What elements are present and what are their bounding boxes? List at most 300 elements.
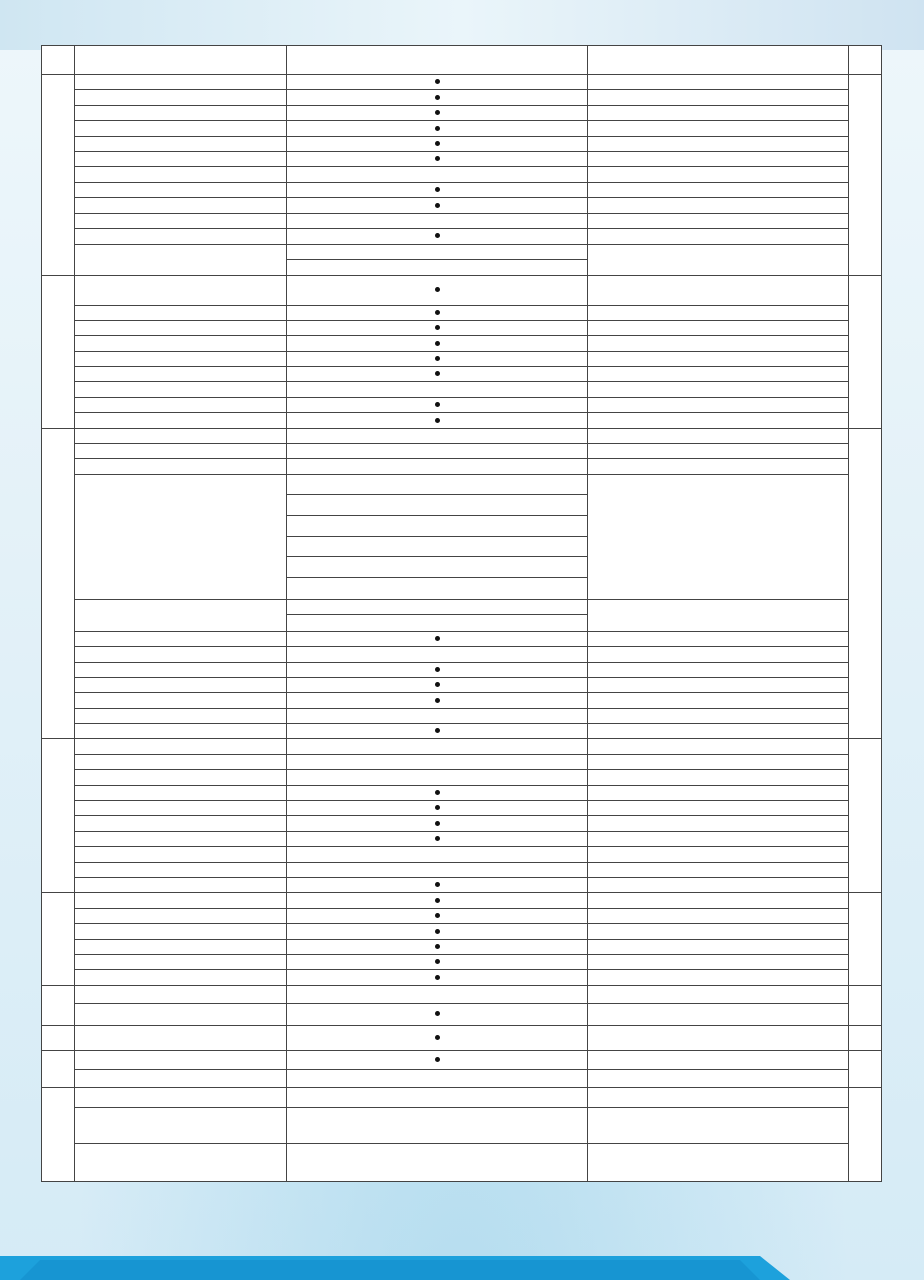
spec-name-fa bbox=[588, 1087, 849, 1107]
value-multiline-cell bbox=[287, 599, 588, 631]
table-row bbox=[42, 198, 882, 213]
spec-name-en bbox=[75, 908, 287, 923]
spec-name-fa bbox=[588, 908, 849, 923]
value-cell bbox=[287, 877, 588, 892]
spec-name-fa bbox=[588, 213, 849, 228]
spec-name-fa bbox=[588, 90, 849, 105]
value-line bbox=[287, 615, 587, 631]
value-line bbox=[287, 578, 587, 599]
spec-name-en bbox=[75, 367, 287, 382]
value-line bbox=[287, 475, 587, 496]
spec-name-en bbox=[75, 1107, 287, 1143]
value-cell bbox=[287, 739, 588, 754]
value-description-cell bbox=[287, 1087, 588, 1107]
header-version-en bbox=[75, 46, 287, 75]
spec-name-fa bbox=[588, 893, 849, 908]
value-cell bbox=[287, 444, 588, 459]
spec-name-fa bbox=[588, 182, 849, 197]
spec-name-en bbox=[75, 397, 287, 412]
table-row bbox=[42, 1087, 882, 1107]
spec-name-fa bbox=[588, 1069, 849, 1087]
bullet-dot-icon bbox=[435, 156, 440, 161]
category-en-cell bbox=[42, 275, 75, 428]
spec-name-en bbox=[75, 151, 287, 166]
spec-name-fa bbox=[588, 474, 849, 599]
table-row bbox=[42, 1107, 882, 1143]
table-row bbox=[42, 1069, 882, 1087]
spec-name-en bbox=[75, 1025, 287, 1050]
value-description-cell bbox=[287, 1143, 588, 1181]
value-cell bbox=[287, 351, 588, 366]
table-row bbox=[42, 121, 882, 136]
table-row bbox=[42, 954, 882, 969]
table-row bbox=[42, 724, 882, 739]
value-cell bbox=[287, 75, 588, 90]
table-row bbox=[42, 970, 882, 985]
bullet-dot-icon bbox=[435, 110, 440, 115]
table-row bbox=[42, 182, 882, 197]
value-cell bbox=[287, 182, 588, 197]
value-cell bbox=[287, 939, 588, 954]
spec-name-en bbox=[75, 444, 287, 459]
category-fa-cell bbox=[849, 428, 882, 739]
spec-name-fa bbox=[588, 662, 849, 677]
table-row bbox=[42, 1050, 882, 1069]
value-cell bbox=[287, 816, 588, 831]
bullet-dot-icon bbox=[435, 1035, 440, 1040]
table-row bbox=[42, 893, 882, 908]
value-cell bbox=[287, 90, 588, 105]
bullet-dot-icon bbox=[435, 325, 440, 330]
table-row bbox=[42, 275, 882, 305]
value-cell bbox=[287, 136, 588, 151]
value-line bbox=[287, 600, 587, 616]
table-row bbox=[42, 244, 882, 275]
value-cell bbox=[287, 105, 588, 120]
spec-name-en bbox=[75, 121, 287, 136]
category-en-cell bbox=[42, 985, 75, 1025]
value-stack bbox=[287, 600, 587, 631]
table-row bbox=[42, 397, 882, 412]
spec-name-en bbox=[75, 893, 287, 908]
spec-name-en bbox=[75, 662, 287, 677]
table-row bbox=[42, 924, 882, 939]
spec-name-en bbox=[75, 847, 287, 862]
spec-name-en bbox=[75, 413, 287, 428]
value-line bbox=[287, 557, 587, 578]
spec-name-fa bbox=[588, 985, 849, 1003]
value-cell bbox=[287, 801, 588, 816]
table-row bbox=[42, 151, 882, 166]
spec-name-en bbox=[75, 693, 287, 708]
bullet-dot-icon bbox=[435, 682, 440, 687]
value-line bbox=[287, 537, 587, 558]
table-row bbox=[42, 382, 882, 397]
bullet-dot-icon bbox=[435, 141, 440, 146]
spec-name-en bbox=[75, 105, 287, 120]
spec-name-fa bbox=[588, 1003, 849, 1025]
spec-name-fa bbox=[588, 862, 849, 877]
value-cell bbox=[287, 647, 588, 662]
value-cell bbox=[287, 954, 588, 969]
bullet-dot-icon bbox=[435, 371, 440, 376]
table-row bbox=[42, 677, 882, 692]
bullet-dot-icon bbox=[435, 728, 440, 733]
table-row bbox=[42, 801, 882, 816]
value-cell bbox=[287, 305, 588, 320]
spec-name-en bbox=[75, 831, 287, 846]
value-cell bbox=[287, 1025, 588, 1050]
category-fa-cell bbox=[849, 1025, 882, 1050]
value-cell bbox=[287, 413, 588, 428]
spec-name-en bbox=[75, 631, 287, 646]
category-fa-cell bbox=[849, 275, 882, 428]
spec-name-en bbox=[75, 708, 287, 723]
category-fa-cell bbox=[849, 75, 882, 276]
spec-name-en bbox=[75, 877, 287, 892]
spec-name-fa bbox=[588, 954, 849, 969]
bullet-dot-icon bbox=[435, 882, 440, 887]
spec-name-fa bbox=[588, 785, 849, 800]
spec-name-fa bbox=[588, 320, 849, 335]
table-row bbox=[42, 213, 882, 228]
bullet-dot-icon bbox=[435, 402, 440, 407]
spec-name-en bbox=[75, 677, 287, 692]
bullet-dot-icon bbox=[435, 667, 440, 672]
value-description-cell bbox=[287, 1107, 588, 1143]
value-stack bbox=[287, 475, 587, 599]
spec-name-en bbox=[75, 459, 287, 474]
value-cell bbox=[287, 708, 588, 723]
spec-name-en bbox=[75, 970, 287, 985]
value-cell bbox=[287, 847, 588, 862]
spec-name-en bbox=[75, 724, 287, 739]
value-cell bbox=[287, 662, 588, 677]
spec-name-en bbox=[75, 351, 287, 366]
header-type-fa bbox=[849, 46, 882, 75]
table-row bbox=[42, 305, 882, 320]
spec-name-fa bbox=[588, 939, 849, 954]
spec-name-fa bbox=[588, 1143, 849, 1181]
spec-name-fa bbox=[588, 428, 849, 443]
value-cell bbox=[287, 908, 588, 923]
spec-name-fa bbox=[588, 305, 849, 320]
value-multiline-cell bbox=[287, 474, 588, 599]
spec-name-en bbox=[75, 305, 287, 320]
category-en-cell bbox=[42, 75, 75, 276]
bullet-dot-icon bbox=[435, 821, 440, 826]
table-row bbox=[42, 474, 882, 599]
category-en-cell bbox=[42, 428, 75, 739]
category-fa-cell bbox=[849, 985, 882, 1025]
spec-name-en bbox=[75, 954, 287, 969]
spec-name-fa bbox=[588, 459, 849, 474]
value-cell bbox=[287, 198, 588, 213]
bullet-dot-icon bbox=[435, 418, 440, 423]
value-cell bbox=[287, 428, 588, 443]
header-luxury bbox=[287, 46, 588, 75]
spec-name-en bbox=[75, 474, 287, 599]
spec-name-fa bbox=[588, 647, 849, 662]
bullet-dot-icon bbox=[435, 944, 440, 949]
table-row bbox=[42, 939, 882, 954]
category-fa-cell bbox=[849, 1050, 882, 1087]
spec-name-en bbox=[75, 785, 287, 800]
spec-name-en bbox=[75, 985, 287, 1003]
table-row bbox=[42, 599, 882, 631]
value-cell bbox=[287, 1003, 588, 1025]
table-row bbox=[42, 444, 882, 459]
value-cell bbox=[287, 228, 588, 244]
bullet-dot-icon bbox=[435, 913, 440, 918]
category-fa-cell bbox=[849, 1087, 882, 1181]
spec-name-fa bbox=[588, 816, 849, 831]
spec-name-fa bbox=[588, 1107, 849, 1143]
bullet-dot-icon bbox=[435, 287, 440, 292]
bullet-dot-icon bbox=[435, 79, 440, 84]
table-row bbox=[42, 862, 882, 877]
category-en-cell bbox=[42, 739, 75, 893]
spec-name-en bbox=[75, 770, 287, 785]
spec-name-fa bbox=[588, 677, 849, 692]
bullet-dot-icon bbox=[435, 790, 440, 795]
spec-name-fa bbox=[588, 724, 849, 739]
table-row bbox=[42, 320, 882, 335]
spec-name-fa bbox=[588, 413, 849, 428]
value-cell bbox=[287, 785, 588, 800]
spec-name-en bbox=[75, 336, 287, 351]
table-row bbox=[42, 693, 882, 708]
spec-name-en bbox=[75, 75, 287, 90]
spec-name-en bbox=[75, 167, 287, 182]
bullet-dot-icon bbox=[435, 310, 440, 315]
spec-name-fa bbox=[588, 228, 849, 244]
bullet-dot-icon bbox=[435, 1011, 440, 1016]
table-row bbox=[42, 351, 882, 366]
table-row bbox=[42, 770, 882, 785]
spec-name-fa bbox=[588, 708, 849, 723]
value-cell bbox=[287, 831, 588, 846]
category-en-cell bbox=[42, 1087, 75, 1181]
bottom-decorative-band bbox=[0, 1256, 924, 1280]
value-cell bbox=[287, 367, 588, 382]
value-cell bbox=[287, 862, 588, 877]
table-row bbox=[42, 105, 882, 120]
spec-table bbox=[41, 45, 882, 1182]
table-row bbox=[42, 367, 882, 382]
bullet-dot-icon bbox=[435, 836, 440, 841]
spec-name-en bbox=[75, 1003, 287, 1025]
bullet-dot-icon bbox=[435, 805, 440, 810]
value-cell bbox=[287, 167, 588, 182]
value-cell bbox=[287, 677, 588, 692]
spec-name-fa bbox=[588, 831, 849, 846]
spec-name-fa bbox=[588, 244, 849, 275]
header-row bbox=[42, 46, 882, 75]
value-line bbox=[287, 260, 587, 275]
spec-name-fa bbox=[588, 801, 849, 816]
value-cell bbox=[287, 970, 588, 985]
value-cell bbox=[287, 320, 588, 335]
value-cell bbox=[287, 631, 588, 646]
spec-name-en bbox=[75, 739, 287, 754]
spec-name-en bbox=[75, 275, 287, 305]
spec-name-fa bbox=[588, 693, 849, 708]
table-row bbox=[42, 1025, 882, 1050]
spec-name-en bbox=[75, 244, 287, 275]
table-row bbox=[42, 413, 882, 428]
spec-name-fa bbox=[588, 382, 849, 397]
spec-name-en bbox=[75, 939, 287, 954]
spec-name-fa bbox=[588, 351, 849, 366]
table-row bbox=[42, 75, 882, 90]
spec-name-fa bbox=[588, 877, 849, 892]
spec-name-fa bbox=[588, 275, 849, 305]
spec-name-fa bbox=[588, 198, 849, 213]
spec-name-fa bbox=[588, 136, 849, 151]
category-fa-cell bbox=[849, 893, 882, 985]
value-cell bbox=[287, 693, 588, 708]
bullet-dot-icon bbox=[435, 959, 440, 964]
spec-name-fa bbox=[588, 121, 849, 136]
spec-name-fa bbox=[588, 1050, 849, 1069]
header-type-en bbox=[42, 46, 75, 75]
bullet-dot-icon bbox=[435, 187, 440, 192]
bullet-dot-icon bbox=[435, 698, 440, 703]
table-row bbox=[42, 908, 882, 923]
spec-name-fa bbox=[588, 599, 849, 631]
category-fa-cell bbox=[849, 739, 882, 893]
table-row bbox=[42, 336, 882, 351]
bullet-dot-icon bbox=[435, 203, 440, 208]
table-row bbox=[42, 816, 882, 831]
spec-name-en bbox=[75, 924, 287, 939]
spec-name-en bbox=[75, 1143, 287, 1181]
spec-name-fa bbox=[588, 75, 849, 90]
bullet-dot-icon bbox=[435, 929, 440, 934]
bullet-dot-icon bbox=[435, 341, 440, 346]
value-cell bbox=[287, 151, 588, 166]
spec-name-en bbox=[75, 754, 287, 769]
value-cell bbox=[287, 893, 588, 908]
spec-name-en bbox=[75, 182, 287, 197]
spec-name-fa bbox=[588, 167, 849, 182]
value-cell bbox=[287, 724, 588, 739]
table-row bbox=[42, 708, 882, 723]
value-cell bbox=[287, 397, 588, 412]
spec-name-fa bbox=[588, 105, 849, 120]
table-row bbox=[42, 428, 882, 443]
value-cell bbox=[287, 459, 588, 474]
table-row bbox=[42, 831, 882, 846]
spec-name-en bbox=[75, 1050, 287, 1069]
bullet-dot-icon bbox=[435, 233, 440, 238]
bullet-dot-icon bbox=[435, 1057, 440, 1062]
spec-name-fa bbox=[588, 739, 849, 754]
bullet-dot-icon bbox=[435, 898, 440, 903]
spec-name-fa bbox=[588, 367, 849, 382]
value-cell bbox=[287, 336, 588, 351]
bullet-dot-icon bbox=[435, 636, 440, 641]
value-cell bbox=[287, 1069, 588, 1087]
bullet-dot-icon bbox=[435, 126, 440, 131]
spec-name-en bbox=[75, 1069, 287, 1087]
table-row bbox=[42, 785, 882, 800]
category-en-cell bbox=[42, 1050, 75, 1087]
spec-name-en bbox=[75, 198, 287, 213]
category-en-cell bbox=[42, 1025, 75, 1050]
header-blank bbox=[588, 46, 849, 75]
spec-name-fa bbox=[588, 754, 849, 769]
value-cell bbox=[287, 770, 588, 785]
table-row bbox=[42, 647, 882, 662]
spec-name-en bbox=[75, 816, 287, 831]
value-line bbox=[287, 516, 587, 537]
spec-name-en bbox=[75, 320, 287, 335]
category-en-cell bbox=[42, 893, 75, 985]
spec-name-en bbox=[75, 428, 287, 443]
spec-name-en bbox=[75, 801, 287, 816]
spec-name-fa bbox=[588, 631, 849, 646]
table-row bbox=[42, 847, 882, 862]
spec-name-fa bbox=[588, 397, 849, 412]
spec-name-en bbox=[75, 599, 287, 631]
table-row bbox=[42, 228, 882, 244]
value-cell bbox=[287, 985, 588, 1003]
spec-name-en bbox=[75, 228, 287, 244]
spec-name-fa bbox=[588, 1025, 849, 1050]
spec-name-fa bbox=[588, 924, 849, 939]
value-cell bbox=[287, 382, 588, 397]
spec-name-fa bbox=[588, 151, 849, 166]
table-row bbox=[42, 459, 882, 474]
spec-name-fa bbox=[588, 336, 849, 351]
spec-name-en bbox=[75, 90, 287, 105]
table-row bbox=[42, 631, 882, 646]
spec-name-en bbox=[75, 1087, 287, 1107]
table-row bbox=[42, 136, 882, 151]
spec-name-en bbox=[75, 862, 287, 877]
table-row bbox=[42, 877, 882, 892]
table-row bbox=[42, 1143, 882, 1181]
value-multiline-cell bbox=[287, 244, 588, 275]
table-row bbox=[42, 90, 882, 105]
spec-name-fa bbox=[588, 970, 849, 985]
value-line bbox=[287, 245, 587, 260]
table-row bbox=[42, 662, 882, 677]
bullet-dot-icon bbox=[435, 95, 440, 100]
value-line bbox=[287, 495, 587, 516]
spec-name-fa bbox=[588, 770, 849, 785]
value-cell bbox=[287, 1050, 588, 1069]
table-row bbox=[42, 167, 882, 182]
spec-name-en bbox=[75, 647, 287, 662]
spec-name-en bbox=[75, 382, 287, 397]
bullet-dot-icon bbox=[435, 975, 440, 980]
spec-name-en bbox=[75, 213, 287, 228]
bullet-dot-icon bbox=[435, 356, 440, 361]
value-cell bbox=[287, 121, 588, 136]
spec-name-en bbox=[75, 136, 287, 151]
table-row bbox=[42, 1003, 882, 1025]
table-row bbox=[42, 754, 882, 769]
spec-name-fa bbox=[588, 444, 849, 459]
value-cell bbox=[287, 754, 588, 769]
table-row bbox=[42, 985, 882, 1003]
value-cell bbox=[287, 924, 588, 939]
value-cell bbox=[287, 275, 588, 305]
table-row bbox=[42, 739, 882, 754]
